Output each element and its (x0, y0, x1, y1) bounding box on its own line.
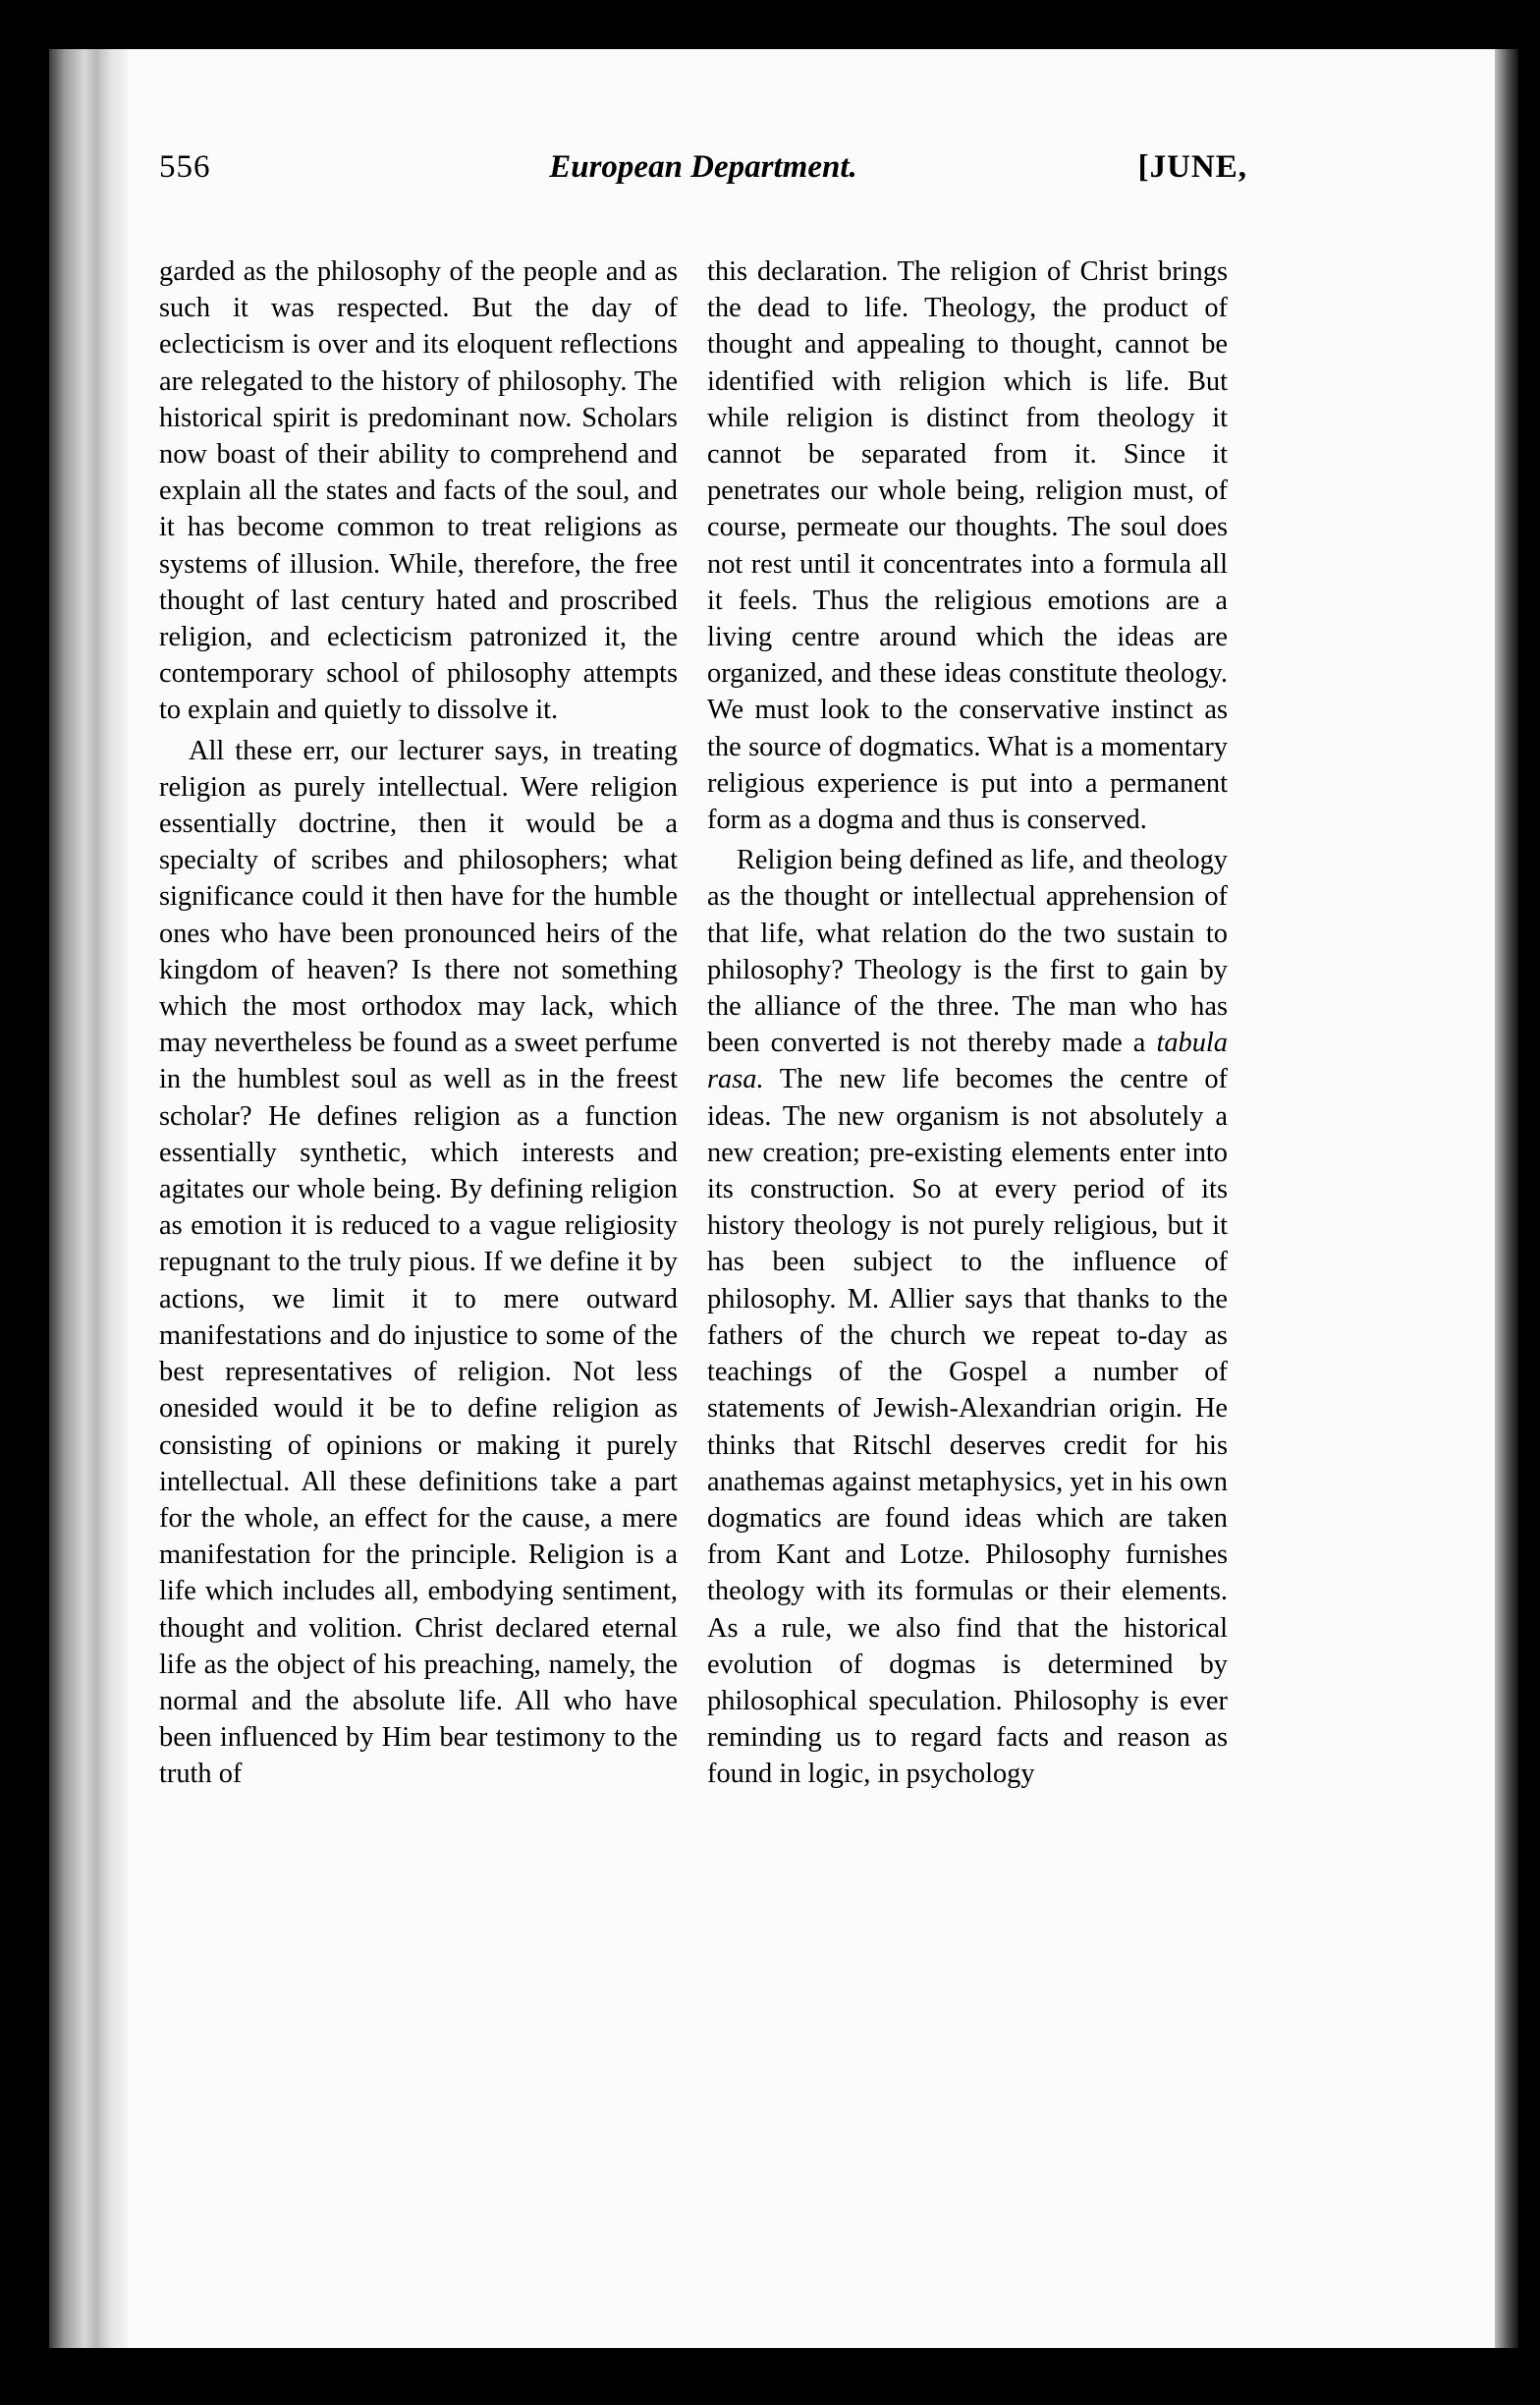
page-header (159, 138, 1247, 196)
page-stack-edge (49, 49, 128, 2348)
paragraph: All these err, our lecturer says, in treating religion as purely intellectual. Were religion essentially doctrine, then it would be a specialty of scribes and philosophers; what significance could it then have for the humble ones who have been pronounced heirs of the kingdom of heaven? Is there not something which the most orthodox may lack, which may nevertheless be found as a sweet perfume in the humblest soul as well as in the freest scholar? He defines religion as a function essentially synthetic, which interests and agitates our whole being. By defining religion as emotion it is reduced to a vague religiosity repugnant to the truly pious. If we define it by actions, we limit it to mere outward manifestations and do injustice to some of the best representatives of religion. Not less onesided would it be to define religion as consisting of opinions or making it purely intellectual. All these definitions take a part for the whole, an effect for the cause, a mere manifestation for the principle. Religion is a life which includes all, embodying sentiment, thought and volition. Christ declared eternal life as the object of his preaching, namely, the normal and the absolute life. All who have been influenced by Him bear testimony to the truth of (159, 735, 678, 1790)
text-run: The new life becomes the centre of ideas. The new organism is not absolutely a new creation; pre-existing elements enter into its construction. So at every period of its history theology is not purely religious, but it has been subject to the influence of philosophy. M. Allier says that thanks to the fathers of the church we repeat to-day as teachings of the Gospel a number of statements of Jewish-Alexandrian origin. He thinks that Ritschl deserves credit for his anathemas against metaphysics, yet in his own dogmatics are found ideas which are taken from Kant and Lotze. Philosophy furnishes theology with its formulas or their elements. As a rule, we also find that the historical evolution of dogmas is determined by philosophical speculation. Philosophy is ever reminding us to regard facts and reason as found in logic, in psychology (707, 1064, 1228, 1790)
header-month: [JUNE, (1137, 149, 1247, 185)
text-run: Religion being defined as life, and theology as the thought or intellectual apprehension of that life, what relation do the two sustain to philosophy? Theology is the first to gain by the alliance of the three. The man who has been converted is not thereby made a (707, 845, 1228, 1059)
paragraph: this declaration. The religion of Christ brings the dead to life. Theology, the product of thought and appealing to thought, cannot be identified with religion which is life. But while religion is distinct from theology it cannot be separated from it. Since it penetrates our whole being, religion must, of course, permeate our thoughts. The soul does not rest until it concentrates into a formula all it feels. Thus the religious emotions are a living centre around which the ideas are organized, and these ideas constitute theology. We must look to the conservative instinct as the source of dogmatics. What is a momentary religious experience is put into a permanent form as a dogma and thus is conserved. (707, 256, 1228, 836)
italic-phrase: tabula rasa. (707, 1028, 1228, 1095)
right-column (707, 253, 1228, 1793)
paragraph (707, 842, 1228, 1792)
left-column (159, 253, 678, 1793)
right-page-edge (1495, 49, 1518, 2348)
running-title: European Department. (549, 149, 857, 185)
page-number: 556 (159, 149, 211, 185)
paragraph: garded as the philosophy of the people and as such it was respected. But the day of eclecticism is over and its eloquent reflections are relegated to the history of philosophy. The historical spirit is predominant now. Scholars now boast of their ability to comprehend and explain all the states and facts of the soul, and it has become common to treat religions as systems of illusion. While, therefore, the free thought of last century hated and proscribed religion, and eclecticism patronized it, the contemporary school of philosophy attempts to explain and quietly to dissolve it. (159, 256, 678, 726)
